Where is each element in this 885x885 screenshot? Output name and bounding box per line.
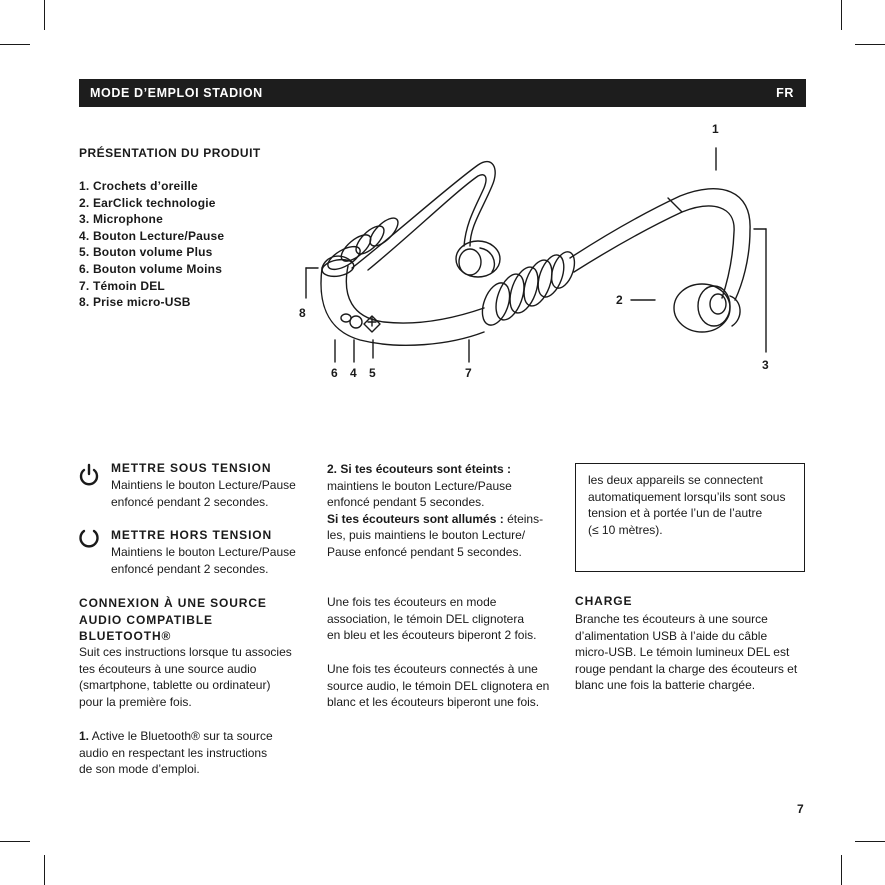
text-line: enfoncé pendant 2 secondes. (111, 494, 269, 509)
list-item: 1. Crochets d’oreille (79, 179, 198, 193)
power-on-text (111, 477, 311, 510)
text-line: audio en respectant les instructions (79, 745, 268, 760)
text-line: blanc et les écouteurs biperont une fois. (327, 695, 540, 710)
text-line: enfoncé pendant 2 secondes. (111, 561, 269, 576)
list-item: 8. Prise micro-USB (79, 295, 191, 310)
text-line: Active le Bluetooth® sur ta source (91, 729, 273, 743)
right-ear-hook (570, 189, 750, 300)
connect-title (79, 595, 267, 645)
overview-title: PRÉSENTATION DU PRODUIT (79, 146, 261, 160)
text-line: micro-USB. Le témoin lumineux DEL est (575, 645, 790, 660)
text-line: BLUETOOTH® (79, 629, 172, 644)
connect-intro (79, 644, 309, 710)
left-ear-hook-inner (368, 175, 486, 270)
callout-5: 5 (369, 366, 376, 380)
text-line: de son mode d’emploi. (79, 762, 200, 777)
language-code: FR (776, 86, 794, 100)
text-line: maintiens le bouton Lecture/Pause (327, 478, 512, 493)
text-line: Maintiens le bouton Lecture/Pause (111, 478, 296, 492)
header-title: MODE D’EMPLOI STADION (90, 86, 263, 100)
text-line: (smartphone, tablette ou ordinateur) (79, 678, 271, 693)
power-off-icon (78, 525, 100, 551)
charge-text (575, 611, 815, 694)
power-off-text (111, 544, 311, 577)
step2-off-label: 2. Si tes écouteurs sont éteints : (327, 462, 512, 476)
list-item: 5. Bouton volume Plus (79, 245, 213, 260)
list-item: 6. Bouton volume Moins (79, 261, 223, 276)
text-line: Une fois tes écouteurs en mode (327, 595, 497, 609)
text-line: blanc une fois la batterie chargée. (575, 678, 756, 693)
callout-1: 1 (712, 122, 719, 136)
list-item: 3. Microphone (79, 212, 163, 227)
callout-8: 8 (299, 306, 306, 320)
right-eartip (710, 294, 726, 314)
text-line: tension et à portée l’un de l’autre (588, 506, 763, 521)
text-line: enfoncé pendant 5 secondes. (327, 495, 485, 510)
left-earbud-detail (480, 248, 494, 272)
step2-block (327, 461, 567, 561)
text-line: Suit ces instructions lorsque tu associes (79, 645, 292, 659)
text-line: association, le témoin DEL clignotera (327, 611, 524, 626)
charge-title: CHARGE (575, 594, 633, 608)
hook-joint (668, 198, 682, 212)
text-line: d’alimentation USB à l’aide du câble (575, 628, 768, 643)
neckband-outer (321, 268, 484, 345)
text-line: source audio, le témoin DEL clignotera en (327, 678, 550, 693)
callout-2: 2 (616, 293, 623, 307)
text-line: Branche tes écouteurs à une source (575, 612, 768, 626)
text-line: (≤ 10 mètres). (588, 522, 663, 537)
text-line: Pause enfoncé pendant 5 secondes. (327, 544, 522, 559)
callout-6: 6 (331, 366, 338, 380)
left-ear-hook (352, 162, 495, 268)
list-item: 7. Témoin DEL (79, 278, 165, 293)
text-line: tes écouteurs à une source audio (79, 661, 257, 676)
callout-3: 3 (762, 358, 769, 372)
text-line: pour la première fois. (79, 694, 192, 709)
right-ear-hook-inner (574, 206, 734, 298)
pairing-para1 (327, 594, 572, 644)
pairing-para2 (327, 661, 572, 711)
text-line: en bleu et les écouteurs biperont 2 fois. (327, 628, 537, 643)
list-item: 4. Bouton Lecture/Pause (79, 228, 225, 243)
right-earbud (674, 284, 730, 332)
text-line: rouge pendant la charge des écouteurs et (575, 661, 798, 676)
note-box (575, 463, 805, 572)
text-line: AUDIO COMPATIBLE (79, 612, 213, 627)
power-on-title: METTRE SOUS TENSION (111, 461, 272, 475)
text-line: les, puis maintiens le bouton Lecture/ (327, 528, 526, 543)
text-line: Une fois tes écouteurs connectés à une (327, 662, 538, 676)
callout-7: 7 (465, 366, 472, 380)
power-on-icon (78, 461, 100, 487)
text-line: éteins- (507, 511, 544, 526)
note-text (588, 472, 800, 538)
text-line: Maintiens le bouton Lecture/Pause (111, 545, 296, 559)
power-off-title: METTRE HORS TENSION (111, 528, 273, 542)
step2-on-label: Si tes écouteurs sont allumés : (327, 511, 504, 526)
callout-4: 4 (350, 366, 357, 380)
text-line: les deux appareils se connectent (588, 473, 763, 487)
text-line: automatiquement lorsqu’ils sont sous (588, 489, 786, 504)
neckband-inner (346, 266, 484, 323)
text-line: CONNEXION À UNE SOURCE (79, 596, 267, 610)
step-number: 1. (79, 729, 90, 743)
left-eartip (459, 249, 481, 275)
page-number: 7 (797, 802, 804, 816)
connect-step1 (79, 728, 309, 778)
volume-minus-button (350, 316, 362, 328)
list-item: 2. EarClick technologie (79, 195, 216, 210)
